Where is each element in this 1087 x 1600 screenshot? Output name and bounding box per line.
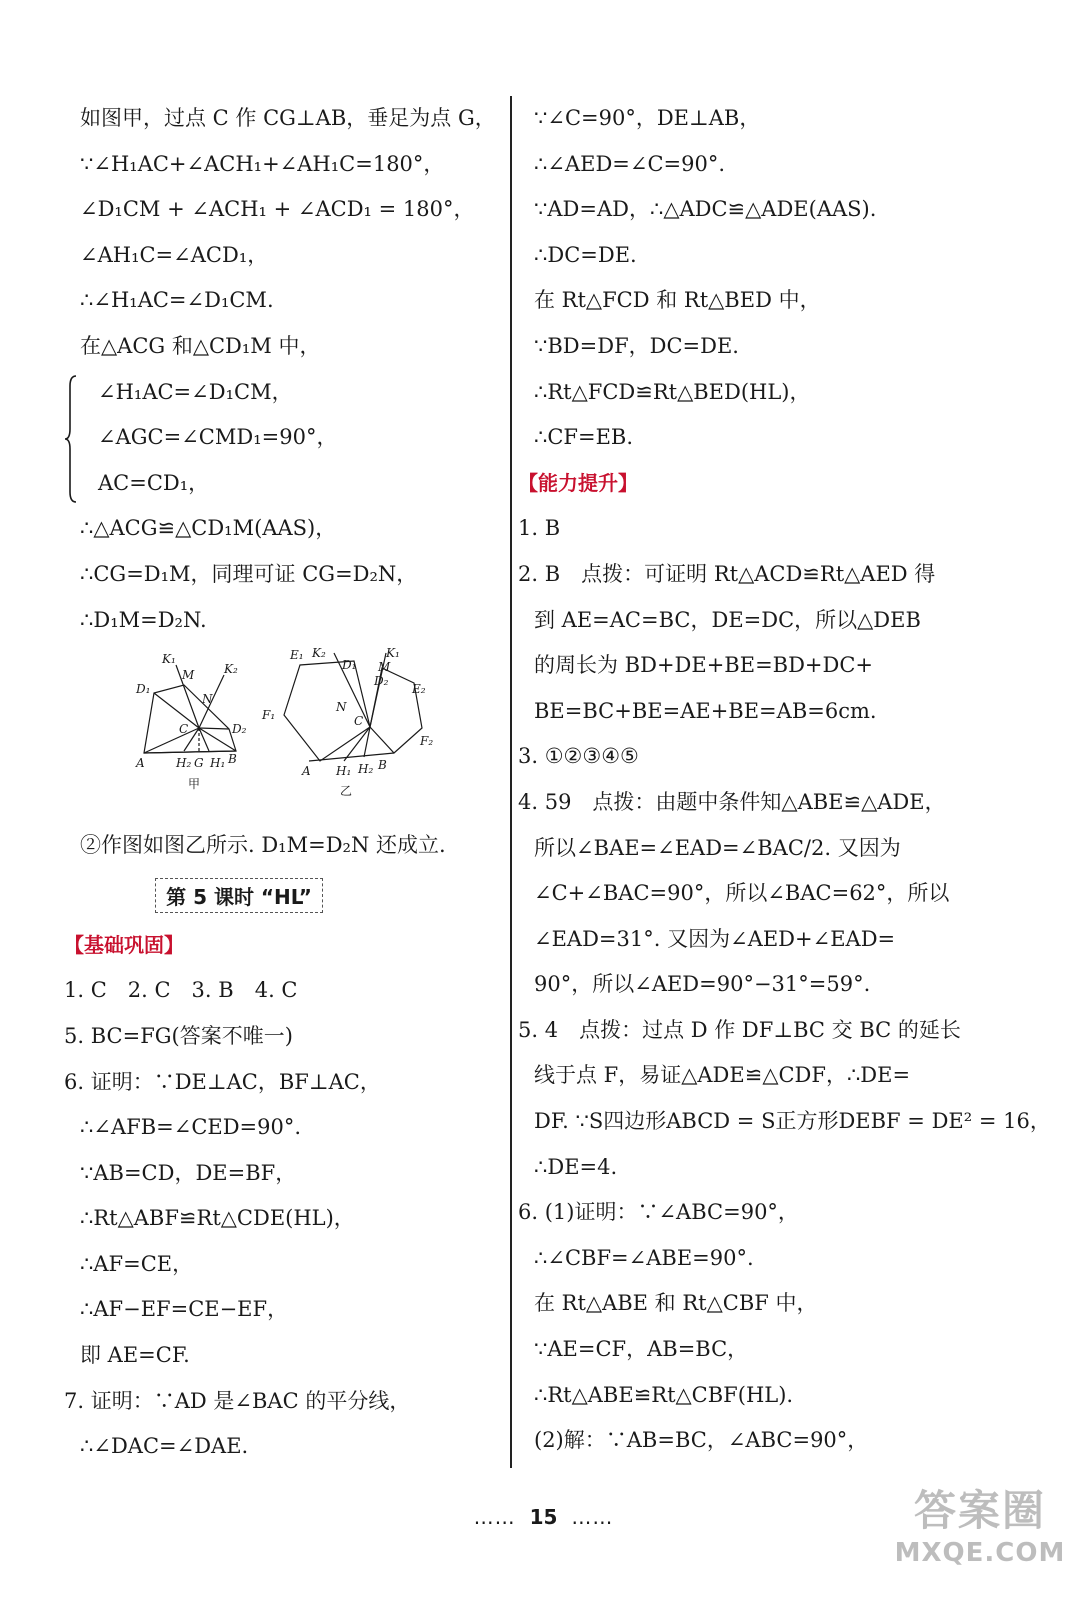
watermark-url: MXQE.COM [894, 1538, 1066, 1568]
point-label: K₂ [312, 646, 326, 661]
answer-line: DF. ∵S四边形ABCD = S正方形DEBF = DE² = 16， [534, 1109, 1051, 1134]
point-label: B [228, 752, 237, 767]
watermark-text: 答案圈 [913, 1486, 1046, 1535]
lesson-title: 第 5 课时 “HL” [155, 878, 323, 913]
point-label: F₂ [420, 734, 434, 749]
answer-line: 90°，所以∠AED=90°−31°=59°. [534, 972, 871, 997]
answer-line: 1. B [518, 516, 561, 541]
answer-line: ∴Rt△ABE≌Rt△CBF(HL). [534, 1382, 794, 1407]
geometry-figure [64, 643, 504, 823]
text-line: ∠AH₁C=∠ACD₁， [80, 242, 269, 267]
point-label: H₁ [336, 764, 352, 779]
answer-line: 到 AE=AC=BC，DE=DC，所以△DEB [534, 607, 921, 632]
answer-line: 3. ①②③④⑤ [518, 744, 639, 769]
point-label: H₂ [176, 756, 192, 771]
point-label: H₁ [210, 756, 226, 771]
point-label: B [378, 758, 387, 773]
text-line: ∴D₁M=D₂N. [80, 607, 207, 632]
footer-dots: …… [571, 1505, 614, 1529]
text-line: ∴△ACG≌△CD₁M(AAS)， [80, 516, 337, 541]
answer-line: 4. 59 点拨：由题中条件知△ABE≌△ADE， [518, 789, 946, 814]
figure-caption: 甲 [188, 777, 201, 792]
point-label: G [194, 756, 204, 771]
point-label: K₁ [162, 652, 176, 667]
answer-line: 5. BC=FG(答案不唯一) [64, 1023, 293, 1048]
answer-line: 的周长为 BD+DE+BE=BD+DC+ [534, 653, 874, 678]
point-label: D₂ [374, 674, 389, 689]
section-heading: 【能力提升】 [518, 470, 638, 495]
text-line: ∴Rt△FCD≌Rt△BED(HL)， [534, 379, 811, 404]
point-label: D₁ [136, 682, 151, 697]
point-label: H₂ [358, 762, 374, 777]
point-label: C [354, 714, 364, 729]
answer-line: 1. C 2. C 3. B 4. C [64, 978, 298, 1003]
point-label: E₂ [412, 682, 426, 697]
text-line: ∵BD=DF，DC=DE. [534, 333, 739, 358]
text-line: 在 Rt△FCD 和 Rt△BED 中， [534, 288, 821, 313]
point-label: F₁ [262, 708, 276, 723]
point-label: D₁ [342, 658, 357, 673]
text-line: ∴CG=D₁M，同理可证 CG=D₂N， [80, 561, 418, 586]
answer-line: 线于点 F，易证△ADE≌△CDF，∴DE= [534, 1063, 911, 1088]
answer-line: 所以∠BAE=∠EAD=∠BAC/2. 又因为 [534, 835, 901, 860]
figure-yi-labels [261, 646, 433, 798]
point-label: N [202, 692, 213, 707]
answer-line: ∴AF=CE， [80, 1251, 194, 1276]
answer-line: 6. 证明：∵DE⊥AC，BF⊥AC， [64, 1069, 381, 1094]
point-label: D₂ [232, 722, 247, 737]
point-label: A [302, 764, 311, 779]
text-line: ∴∠H₁AC=∠D₁CM. [80, 288, 274, 313]
left-column [64, 96, 504, 1470]
footer-dots: …… [473, 1505, 516, 1529]
text-line: ②作图如图乙所示. D₁M=D₂N 还成立. [80, 833, 446, 858]
text-line: AC=CD₁， [98, 470, 210, 495]
point-label: N [336, 700, 347, 715]
text-line: ∴CF=EB. [534, 425, 634, 450]
column-divider [510, 96, 512, 1468]
text-line: ∠D₁CM + ∠ACH₁ + ∠ACD₁ = 180°， [80, 197, 475, 222]
point-label: M [182, 668, 195, 683]
answer-line: ∴Rt△ABF≌Rt△CDE(HL)， [80, 1206, 355, 1231]
answer-line: ∠C+∠BAC=90°，所以∠BAC=62°，所以 [534, 881, 950, 906]
curly-brace-icon [64, 374, 78, 504]
text-line: ∴DC=DE. [534, 242, 637, 267]
answer-line: 即 AE=CF. [80, 1343, 190, 1368]
answer-line: (2)解：∵AB=BC，∠ABC=90°， [534, 1428, 869, 1453]
text-line: 如图甲，过点 C 作 CG⊥AB，垂足为点 G， [80, 106, 496, 130]
right-column [518, 96, 1051, 1464]
point-label: C [179, 722, 189, 737]
point-label: E₁ [290, 648, 304, 663]
section-heading: 【基础巩固】 [64, 932, 184, 957]
answer-line: ∠EAD=31°. 又因为∠AED+∠EAD= [534, 926, 896, 951]
point-label: M [378, 660, 391, 675]
answer-line: BE=BC+BE=AE+BE=AB=6cm. [534, 698, 877, 723]
point-label: K₂ [224, 662, 238, 677]
answer-line: 2. B 点拨：可证明 Rt△ACD≌Rt△AED 得 [518, 561, 936, 586]
page-number: 15 [529, 1505, 558, 1529]
lesson-title-row [64, 869, 504, 923]
brace-system [64, 370, 504, 507]
answer-line: 7. 证明：∵AD 是∠BAC 的平分线， [64, 1388, 411, 1413]
text-line: ∠AGC=∠CMD₁=90°， [98, 425, 338, 450]
text-line: ∵∠H₁AC+∠ACH₁+∠AH₁C=180°， [80, 151, 445, 176]
point-label: K₁ [386, 646, 400, 661]
geometry-diagram [124, 643, 454, 823]
text-line: ∵∠C=90°，DE⊥AB， [534, 106, 761, 130]
answer-line: ∵AB=CD，DE=BF， [80, 1160, 297, 1185]
answer-line: ∵AE=CF，AB=BC， [534, 1337, 749, 1362]
answer-line: ∴DE=4. [534, 1154, 618, 1179]
figure-caption: 乙 [340, 784, 353, 799]
watermark [880, 1478, 1080, 1588]
point-label: A [136, 756, 145, 771]
text-line: ∴∠AED=∠C=90°. [534, 151, 726, 176]
answer-line: ∴AF−EF=CE−EF， [80, 1297, 289, 1322]
answer-line: 在 Rt△ABE 和 Rt△CBF 中， [534, 1291, 818, 1316]
answer-line: ∴∠CBF=∠ABE=90°. [534, 1245, 754, 1270]
answer-line: ∴∠DAC=∠DAE. [80, 1434, 249, 1459]
answer-line: 6. (1)证明：∵∠ABC=90°， [518, 1200, 799, 1225]
text-line: ∵AD=AD，∴△ADC≌△ADE(AAS). [534, 197, 877, 222]
answer-line: 5. 4 点拨：过点 D 作 DF⊥BC 交 BC 的延长 [518, 1017, 961, 1042]
text-line: ∠H₁AC=∠D₁CM， [98, 379, 293, 404]
text-line: 在△ACG 和△CD₁M 中， [80, 333, 321, 358]
answer-line: ∴∠AFB=∠CED=90°. [80, 1115, 302, 1140]
